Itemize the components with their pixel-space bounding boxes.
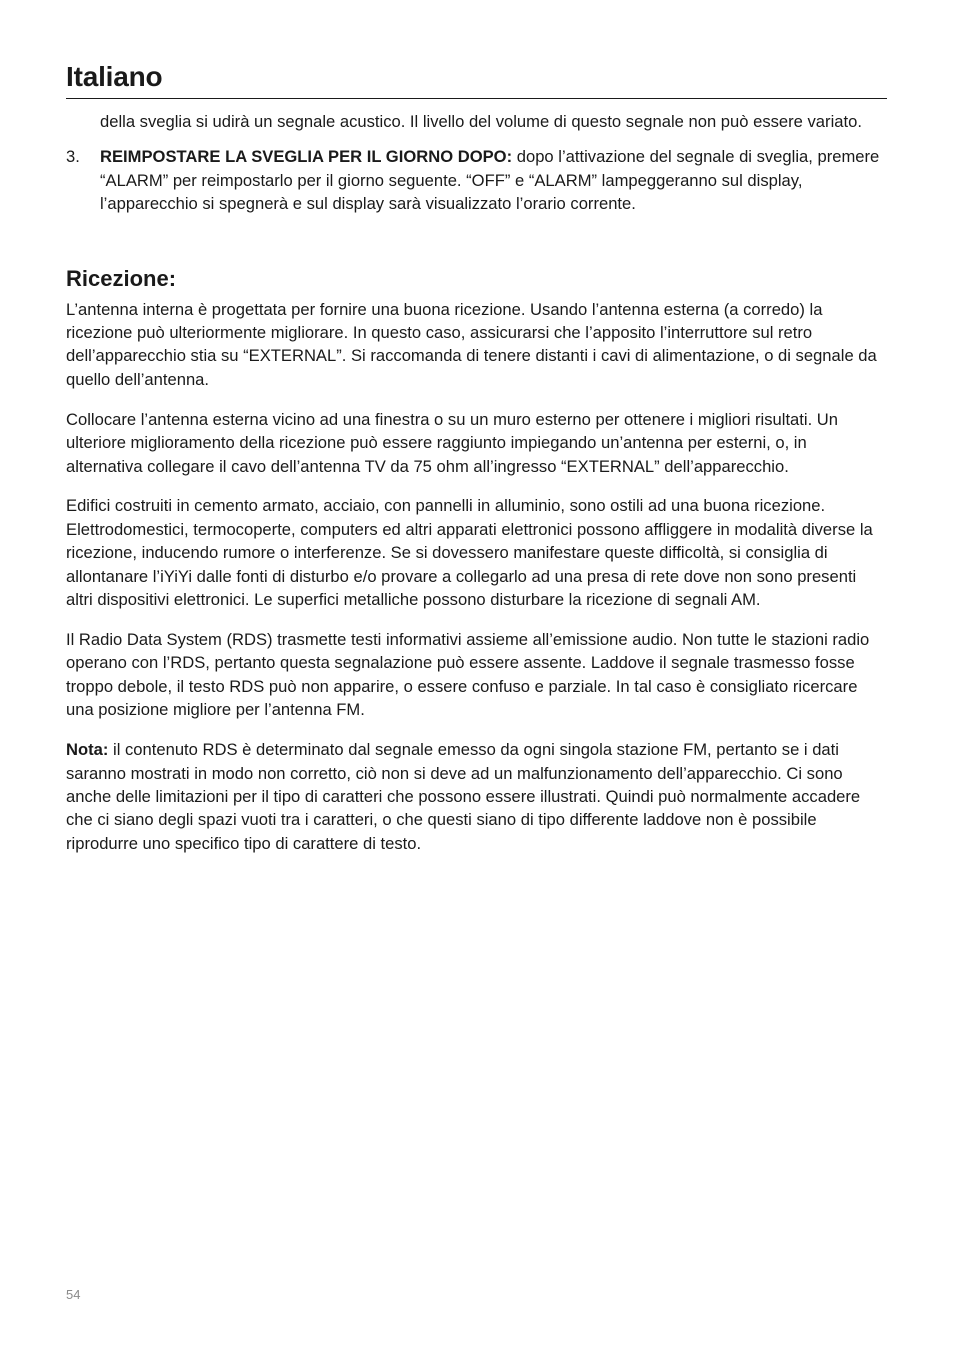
reception-paragraph-2: Collocare l’antenna esterna vicino ad una finestra o su un muro esterno per ottenere i migliori risultati. Un ulteriore miglioramento della ricezione può essere raggiunto impiegando un’antenna per esterni, o, in alternativa collegare il cavo dell’antenna TV da 75 ohm all’ingresso “EXTERNAL” dell’apparecchio. [66,409,839,476]
list-item-3 [66,145,887,215]
page-content [66,110,887,872]
list-item-number: 3. [66,147,80,167]
note-label: Nota: [66,740,109,760]
reception-paragraph-1: L’antenna interna è progettata per fornire una buona ricezione. Usando l’antenna esterna (a corredo) la ricezione può ulteriormente migliorare. In questo caso, assicurarsi che l’apposito l’interruttore sul retro dell’apparecchio stia su “EXTERNAL”. Si raccomanda di tenere distanti i cavi di alimentazione, o di segnale da quello dell’antenna. [66,299,877,389]
reception-paragraph-3: Edifici costruiti in cemento armato, acciaio, con pannelli in alluminio, sono ostili ad una buona ricezione. Elettrodomestici, termocoperte, computers ed altri apparati elettronici possono affliggere in modalità diverse la ricezione, inducendo rumore o interferenze. Se si dovessero manifestare queste difficoltà, si consiglia di allontanare l’iYiYi dalle fonti di disturbo e/o provare a collegarlo ad una presa di rete dove non sono presenti altri dispositivi elettronici. Le superfici metalliche possono disturbare la ricezione di segnali AM. [66,496,873,610]
reception-paragraph-4: Il Radio Data System (RDS) trasmette testi informativi assieme all’emissione audio. Non tutte le stazioni radio operano con l’RDS, pertanto questa segnalazione può essere assente. Laddove il segnale trasmesso fosse troppo debole, il testo RDS può non apparire, o essere confuso e parziale. In tal caso è consigliato ricercare una posizione migliore per l’antenna FM. [66,630,870,720]
note-paragraph [66,738,887,855]
reception-heading: Ricezione: [66,265,177,291]
list-item-text: dopo l’attivazione del segnale di sveglia, premere “ALARM” per reimpostarlo per il giorno seguente. “OFF” e “ALARM” lampeggeranno sul display, l’apparecchio si spegnerà e sul display sarà visualizzato l’orario corrente. [100,147,880,214]
section-header [66,60,887,99]
list-item-heading: REIMPOSTARE LA SVEGLIA PER IL GIORNO DOPO: [100,147,513,167]
page-number: 54 [66,1287,81,1302]
continuation-text: della sveglia si udirà un segnale acustico. Il livello del volume di questo segnale non può essere variato. [100,112,862,131]
note-text: il contenuto RDS è determinato dal segnale emesso da ogni singola stazione FM, pertanto se i dati saranno mostrati in modo non corretto, ciò non si deve ad un malfunzionamento dell’apparecchio. Ci sono anche delle limitazioni per il tipo di caratteri che possono essere illustrati. Quindi può normalmente accadere che ci siano degli spazi vuoti tra i caratteri, o che questi siano di tipo differente laddove non è possibile riprodurre uno specifico tipo di carattere di testo. [66,740,861,853]
list-item-body [100,145,887,215]
page-title: Italiano [66,61,163,92]
